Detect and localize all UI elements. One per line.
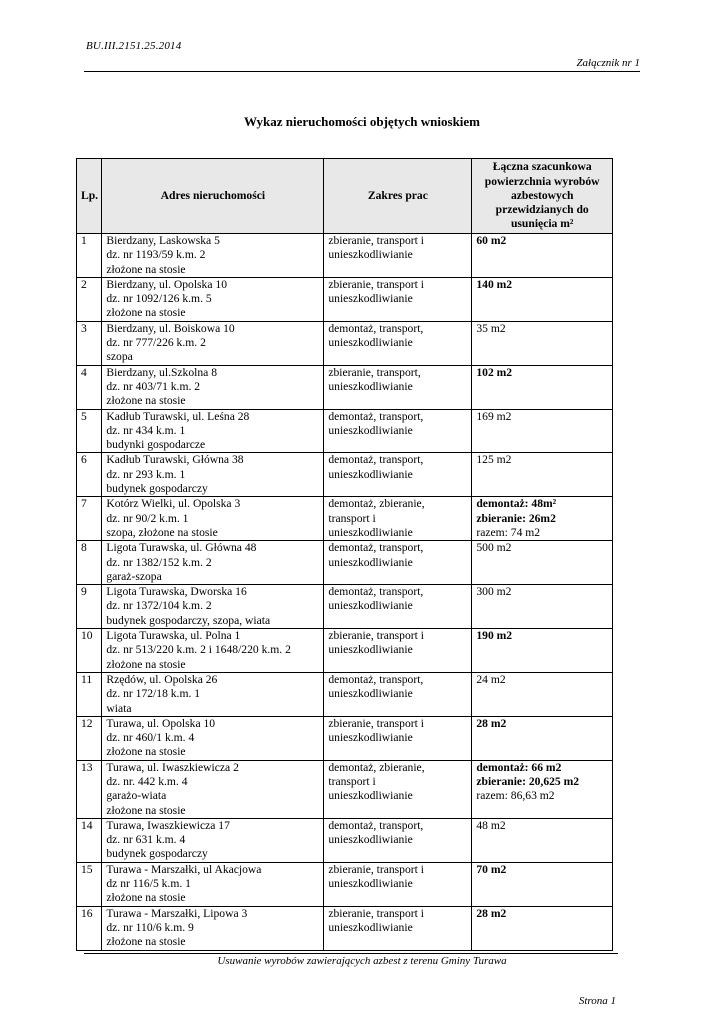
scope-cell: [324, 365, 472, 409]
scope-line: unieszkodliwianie: [328, 599, 413, 613]
row-number: 15: [77, 862, 102, 906]
column-header-address: Adres nieruchomości: [102, 159, 324, 234]
address-line: dz. nr 513/220 k.m. 2 i 1648/220 k.m. 2: [106, 643, 291, 657]
scope-line: unieszkodliwianie: [328, 555, 413, 569]
address-cell: [102, 629, 324, 673]
page-title: Wykaz nieruchomości objętych wnioskiem: [243, 114, 481, 129]
row-number: 14: [77, 818, 102, 862]
address-cell: [102, 585, 324, 629]
row-number: 13: [77, 760, 102, 818]
scope-line: unieszkodliwianie: [328, 423, 413, 437]
table-header-row: [77, 159, 613, 234]
scope-line: demontaż, transport,: [328, 321, 424, 335]
table-row: [77, 716, 613, 760]
address-cell: [102, 234, 324, 278]
address-line: dz. nr 90/2 k.m. 1: [106, 511, 189, 525]
area-cell: [472, 629, 613, 673]
area-value: 60 m2: [476, 234, 507, 247]
area-value: 24 m2: [476, 672, 506, 686]
address-line: złożone na stosie: [106, 657, 186, 671]
address-line: złożone na stosie: [106, 935, 186, 949]
scope-cell: [324, 629, 472, 673]
address-line: budynek gospodarczy, szopa, wiata: [106, 613, 271, 627]
row-number: 6: [77, 453, 102, 497]
area-cell: [472, 234, 613, 278]
address-line: Turawa - Marszałki, Lipowa 3: [106, 906, 248, 920]
scope-line: unieszkodliwianie: [328, 789, 413, 803]
area-value: 35 m2: [476, 321, 506, 335]
address-line: Rzędów, ul. Opolska 26: [106, 672, 218, 686]
area-cell: [472, 497, 613, 541]
address-cell: [102, 818, 324, 862]
area-value: 28 m2: [476, 716, 507, 730]
address-line: dz. nr 1372/104 k.m. 2: [106, 599, 212, 613]
scope-line: demontaż, transport,: [328, 818, 424, 832]
scope-cell: [324, 277, 472, 321]
address-cell: [102, 365, 324, 409]
area-value: 48 m2: [476, 818, 506, 832]
table-row: [77, 818, 613, 862]
area-value: demontaż: 48m²: [476, 497, 557, 511]
scope-line: transport i: [328, 511, 376, 525]
scope-line: unieszkodliwianie: [328, 731, 413, 745]
address-line: budynek gospodarczy: [106, 847, 208, 861]
area-value: razem: 86,63 m2: [476, 789, 555, 803]
scope-line: demontaż, transport,: [328, 453, 424, 467]
table-row: [77, 277, 613, 321]
row-number: 1: [77, 234, 102, 278]
address-line: budynek gospodarczy: [106, 482, 208, 496]
area-cell: [472, 716, 613, 760]
area-cell: [472, 453, 613, 497]
area-value: 140 m2: [476, 277, 513, 291]
scope-line: unieszkodliwianie: [328, 877, 413, 891]
scope-cell: [324, 906, 472, 950]
table-row: [77, 862, 613, 906]
document-reference: BU.III.2151.25.2014: [86, 40, 182, 52]
scope-line: unieszkodliwianie: [328, 467, 413, 481]
scope-line: demontaż, transport,: [328, 409, 424, 423]
scope-line: unieszkodliwianie: [328, 336, 413, 350]
address-line: Turawa, ul. Opolska 10: [106, 716, 216, 730]
area-value: 28 m2: [476, 906, 507, 920]
scope-line: zbieranie, transport i: [328, 862, 424, 876]
scope-cell: [324, 760, 472, 818]
row-number: 4: [77, 365, 102, 409]
area-value: zbieranie: 26m2: [476, 511, 556, 525]
row-number: 16: [77, 906, 102, 950]
address-line: Ligota Turawska, ul. Główna 48: [106, 541, 257, 555]
row-number: 7: [77, 497, 102, 541]
row-number: 10: [77, 629, 102, 673]
scope-cell: [324, 409, 472, 453]
address-cell: [102, 541, 324, 585]
area-cell: [472, 818, 613, 862]
area-cell: [472, 365, 613, 409]
address-cell: [102, 716, 324, 760]
area-value: razem: 74 m2: [476, 525, 541, 539]
table-row: [77, 321, 613, 365]
address-line: Kotórz Wielki, ul. Opolska 3: [106, 497, 241, 511]
table-row: [77, 541, 613, 585]
properties-table: [76, 158, 613, 951]
scope-cell: [324, 862, 472, 906]
table-row: [77, 760, 613, 818]
address-line: dz. nr 1382/152 k.m. 2: [106, 555, 212, 569]
area-value: 125 m2: [476, 453, 512, 467]
row-number: 3: [77, 321, 102, 365]
area-cell: [472, 760, 613, 818]
address-line: Turawa, Iwaszkiewicza 17: [106, 818, 230, 832]
page-number: Strona 1: [578, 995, 616, 1007]
scope-line: unieszkodliwianie: [328, 248, 413, 262]
address-cell: [102, 321, 324, 365]
scope-cell: [324, 716, 472, 760]
row-number: 12: [77, 716, 102, 760]
address-cell: [102, 409, 324, 453]
address-cell: [102, 862, 324, 906]
address-line: budynki gospodarcze: [106, 438, 206, 452]
attachment-label: Załącznik nr 1: [576, 57, 640, 69]
footer-text: Usuwanie wyrobów zawierających azbest z terenu Gminy Turawa: [217, 955, 507, 967]
table-row: [77, 497, 613, 541]
header-divider: [84, 71, 640, 72]
scope-line: zbieranie, transport i: [328, 716, 424, 730]
address-line: Kadłub Turawski, ul. Leśna 28: [106, 409, 250, 423]
address-line: złożone na stosie: [106, 745, 186, 759]
address-cell: [102, 277, 324, 321]
area-cell: [472, 862, 613, 906]
column-header-scope: Zakres prac: [324, 159, 472, 234]
address-line: Ligota Turawska, Dworska 16: [106, 585, 247, 599]
area-cell: [472, 906, 613, 950]
scope-line: unieszkodliwianie: [328, 379, 413, 393]
address-line: Bierdzany, ul. Boiskowa 10: [106, 321, 235, 335]
scope-line: unieszkodliwianie: [328, 920, 413, 934]
row-number: 11: [77, 672, 102, 716]
address-line: dz. nr 172/18 k.m. 1: [106, 687, 201, 701]
scope-cell: [324, 541, 472, 585]
address-line: garaż-szopa: [106, 569, 162, 583]
scope-line: zbieranie, transport i: [328, 277, 424, 291]
table-row: [77, 409, 613, 453]
area-cell: [472, 409, 613, 453]
area-value: 70 m2: [476, 862, 507, 876]
address-line: Bierdzany, Laskowska 5: [106, 234, 220, 247]
table-row: [77, 629, 613, 673]
scope-cell: [324, 234, 472, 278]
address-line: szopa, złożone na stosie: [106, 525, 218, 539]
address-line: wiata: [106, 701, 132, 715]
address-line: dz. nr 777/226 k.m. 2: [106, 336, 206, 350]
row-number: 8: [77, 541, 102, 585]
table-row: [77, 453, 613, 497]
scope-line: unieszkodliwianie: [328, 687, 413, 701]
area-value: zbieranie: 20,625 m2: [476, 774, 580, 788]
area-cell: [472, 277, 613, 321]
address-line: dz. nr 403/71 k.m. 2: [106, 379, 201, 393]
scope-cell: [324, 321, 472, 365]
scope-line: demontaż, transport,: [328, 585, 424, 599]
address-line: Turawa - Marszałki, ul Akacjowa: [106, 862, 262, 876]
column-header-area: Łączna szacunkowa powierzchnia wyrobów azbestowych przewidzianych do usunięcia m²: [472, 159, 613, 234]
address-line: złożone na stosie: [106, 262, 186, 276]
area-value: 500 m2: [476, 541, 512, 555]
area-cell: [472, 672, 613, 716]
area-value: 300 m2: [476, 585, 512, 599]
address-line: złożone na stosie: [106, 394, 186, 408]
address-cell: [102, 906, 324, 950]
scope-line: zbieranie, transport,: [328, 365, 421, 379]
address-line: Ligota Turawska, ul. Polna 1: [106, 629, 241, 643]
scope-cell: [324, 672, 472, 716]
area-value: 102 m2: [476, 365, 513, 379]
scope-line: unieszkodliwianie: [328, 833, 413, 847]
table-row: [77, 234, 613, 278]
address-line: dz. nr 293 k.m. 1: [106, 467, 186, 481]
address-line: dz. nr 631 k.m. 4: [106, 833, 186, 847]
scope-line: demontaż, zbieranie,: [328, 760, 425, 774]
area-cell: [472, 585, 613, 629]
address-line: złożone na stosie: [106, 306, 186, 320]
address-line: dz nr 116/5 k.m. 1: [106, 877, 191, 891]
area-value: 190 m2: [476, 629, 513, 643]
address-line: dz. nr. 442 k.m. 4: [106, 774, 188, 788]
address-line: szopa: [106, 350, 133, 364]
scope-line: zbieranie, transport i: [328, 906, 424, 920]
address-line: złożone na stosie: [106, 803, 186, 817]
address-line: złożone na stosie: [106, 891, 186, 905]
scope-cell: [324, 453, 472, 497]
address-line: Bierdzany, ul.Szkolna 8: [106, 365, 218, 379]
scope-cell: [324, 818, 472, 862]
scope-line: unieszkodliwianie: [328, 525, 413, 539]
area-cell: [472, 321, 613, 365]
address-cell: [102, 497, 324, 541]
address-line: Turawa, ul. Iwaszkiewicza 2: [106, 760, 239, 774]
table-row: [77, 365, 613, 409]
scope-line: demontaż, zbieranie,: [328, 497, 425, 511]
address-line: dz. nr 1193/59 k.m. 2: [106, 248, 206, 262]
address-cell: [102, 760, 324, 818]
row-number: 9: [77, 585, 102, 629]
area-value: 169 m2: [476, 409, 512, 423]
area-value: demontaż: 66 m2: [476, 760, 562, 774]
scope-cell: [324, 497, 472, 541]
table-row: [77, 672, 613, 716]
address-line: dz. nr 460/1 k.m. 4: [106, 731, 195, 745]
address-line: dz. nr 110/6 k.m. 9: [106, 920, 194, 934]
table-row: [77, 585, 613, 629]
area-cell: [472, 541, 613, 585]
address-cell: [102, 453, 324, 497]
footer-divider: [84, 953, 618, 954]
address-line: dz. nr 1092/126 k.m. 5: [106, 292, 212, 306]
scope-line: transport i: [328, 774, 376, 788]
table-row: [77, 906, 613, 950]
address-cell: [102, 672, 324, 716]
scope-line: zbieranie, transport i: [328, 629, 424, 643]
scope-line: demontaż, transport,: [328, 541, 424, 555]
address-line: garażo-wiata: [106, 789, 167, 803]
scope-line: demontaż, transport,: [328, 672, 424, 686]
address-line: Bierdzany, ul. Opolska 10: [106, 277, 227, 291]
row-number: 5: [77, 409, 102, 453]
scope-cell: [324, 585, 472, 629]
scope-line: zbieranie, transport i: [328, 234, 424, 247]
address-line: Kadłub Turawski, Główna 38: [106, 453, 244, 467]
column-header-lp: Lp.: [77, 159, 102, 234]
row-number: 2: [77, 277, 102, 321]
address-line: dz. nr 434 k.m. 1: [106, 423, 186, 437]
scope-line: unieszkodliwianie: [328, 292, 413, 306]
scope-line: unieszkodliwianie: [328, 643, 413, 657]
